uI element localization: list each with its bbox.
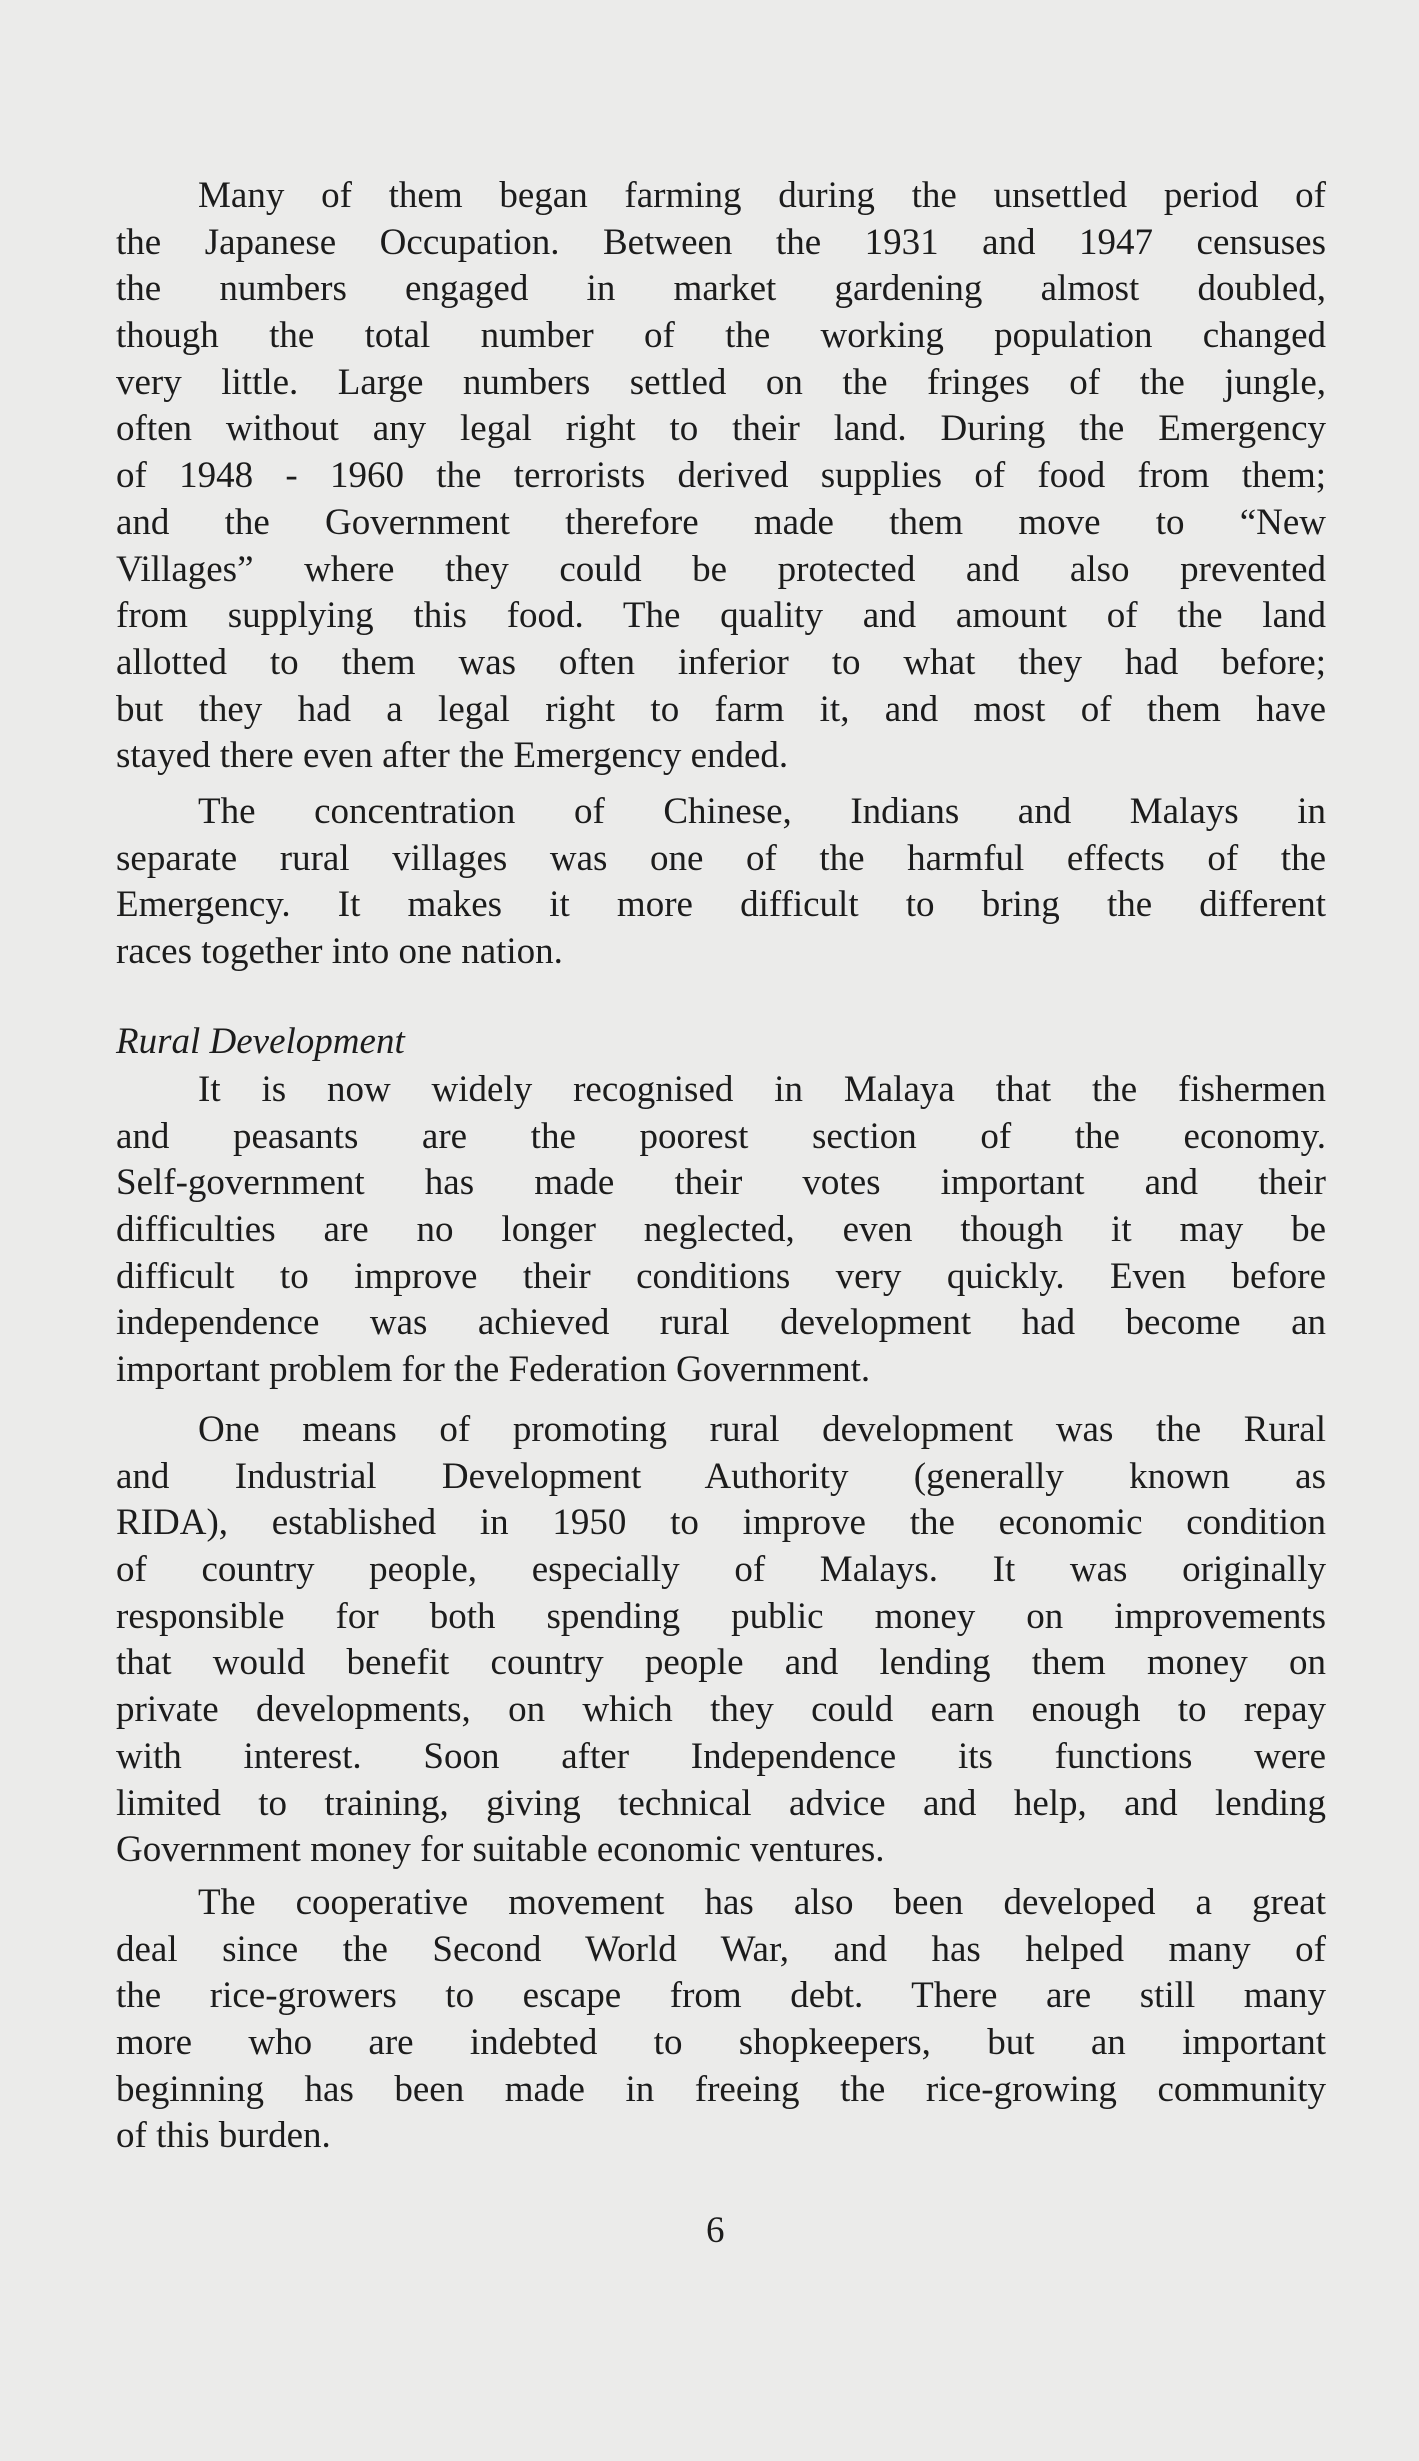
text-line: the rice-growers to escape from debt. There are still many [116, 1975, 1326, 2017]
text-line: Emergency. It makes it more difficult to bring the different [116, 884, 1326, 926]
text-line: RIDA), established in 1950 to improve the economic condition [116, 1502, 1326, 1544]
text-line: with interest. Soon after Independence its functions were [116, 1735, 1326, 1777]
text-line: from supplying this food. The quality and amount of the land [116, 595, 1326, 637]
text-line: beginning has been made in freeing the rice-growing community [116, 2068, 1326, 2110]
text-line: and the Government therefore made them move to “New [116, 501, 1326, 543]
text-line: more who are indebted to shopkeepers, but an important [116, 2022, 1326, 2064]
text-line: separate rural villages was one of the harmful effects of the [116, 837, 1326, 879]
text-line: that would benefit country people and lending them money on [116, 1642, 1326, 1684]
text-line: of 1948 - 1960 the terrorists derived supplies of food from them; [116, 455, 1326, 497]
text-line: the numbers engaged in market gardening almost doubled, [116, 268, 1326, 310]
paragraph-cooperative-movement [116, 1880, 1326, 2160]
text-line: deal since the Second World War, and has helped many of [116, 1928, 1326, 1970]
text-line: but they had a legal right to farm it, and most of them have [116, 688, 1326, 730]
text-line: often without any legal right to their land. During the Emergency [116, 408, 1326, 450]
text-line: private developments, on which they could earn enough to repay [116, 1689, 1326, 1731]
text-line: races together into one nation. [116, 931, 563, 973]
text-line: the Japanese Occupation. Between the 1931 and 1947 censuses [116, 221, 1326, 263]
section-heading: Rural Development [116, 1021, 405, 1062]
text-line: Self-government has made their votes important and their [116, 1162, 1326, 1204]
text-line: It is now widely recognised in Malaya that the fishermen [198, 1069, 1326, 1110]
paragraph-emergency-effects [116, 789, 1326, 976]
paragraph-occupation-farming [116, 173, 1326, 780]
text-line: Villages” where they could be protected and also prevented [116, 548, 1326, 590]
text-line: difficult to improve their conditions very quickly. Even before [116, 1255, 1326, 1297]
text-line: allotted to them was often inferior to what they had before; [116, 641, 1326, 683]
text-line: One means of promoting rural development was the Rural [198, 1409, 1326, 1450]
text-line: Many of them began farming during the unsettled period of [198, 175, 1326, 216]
text-line: important problem for the Federation Government. [116, 1349, 871, 1391]
text-line: responsible for both spending public money on improvements [116, 1595, 1326, 1637]
text-line: difficulties are no longer neglected, even though it may be [116, 1209, 1326, 1251]
text-line: and peasants are the poorest section of the economy. [116, 1115, 1326, 1157]
text-line: very little. Large numbers settled on the fringes of the jungle, [116, 361, 1326, 403]
text-line: of this burden. [116, 2115, 331, 2157]
text-line: The concentration of Chinese, Indians and Malays in [198, 791, 1326, 832]
text-line: and Industrial Development Authority (generally known as [116, 1455, 1326, 1497]
text-line: independence was achieved rural development had become an [116, 1302, 1326, 1344]
text-line: Government money for suitable economic ventures. [116, 1829, 885, 1871]
text-line: though the total number of the working population changed [116, 315, 1326, 357]
paragraph-rural-development [116, 1067, 1326, 1394]
text-line: stayed there even after the Emergency ended. [116, 735, 789, 777]
paragraph-rida [116, 1407, 1326, 1874]
text-line: of country people, especially of Malays. It was originally [116, 1549, 1326, 1591]
text-line: The cooperative movement has also been developed a great [198, 1882, 1326, 1923]
text-line: limited to training, giving technical advice and help, and lending [116, 1782, 1326, 1824]
page-number: 6 [706, 2210, 725, 2251]
